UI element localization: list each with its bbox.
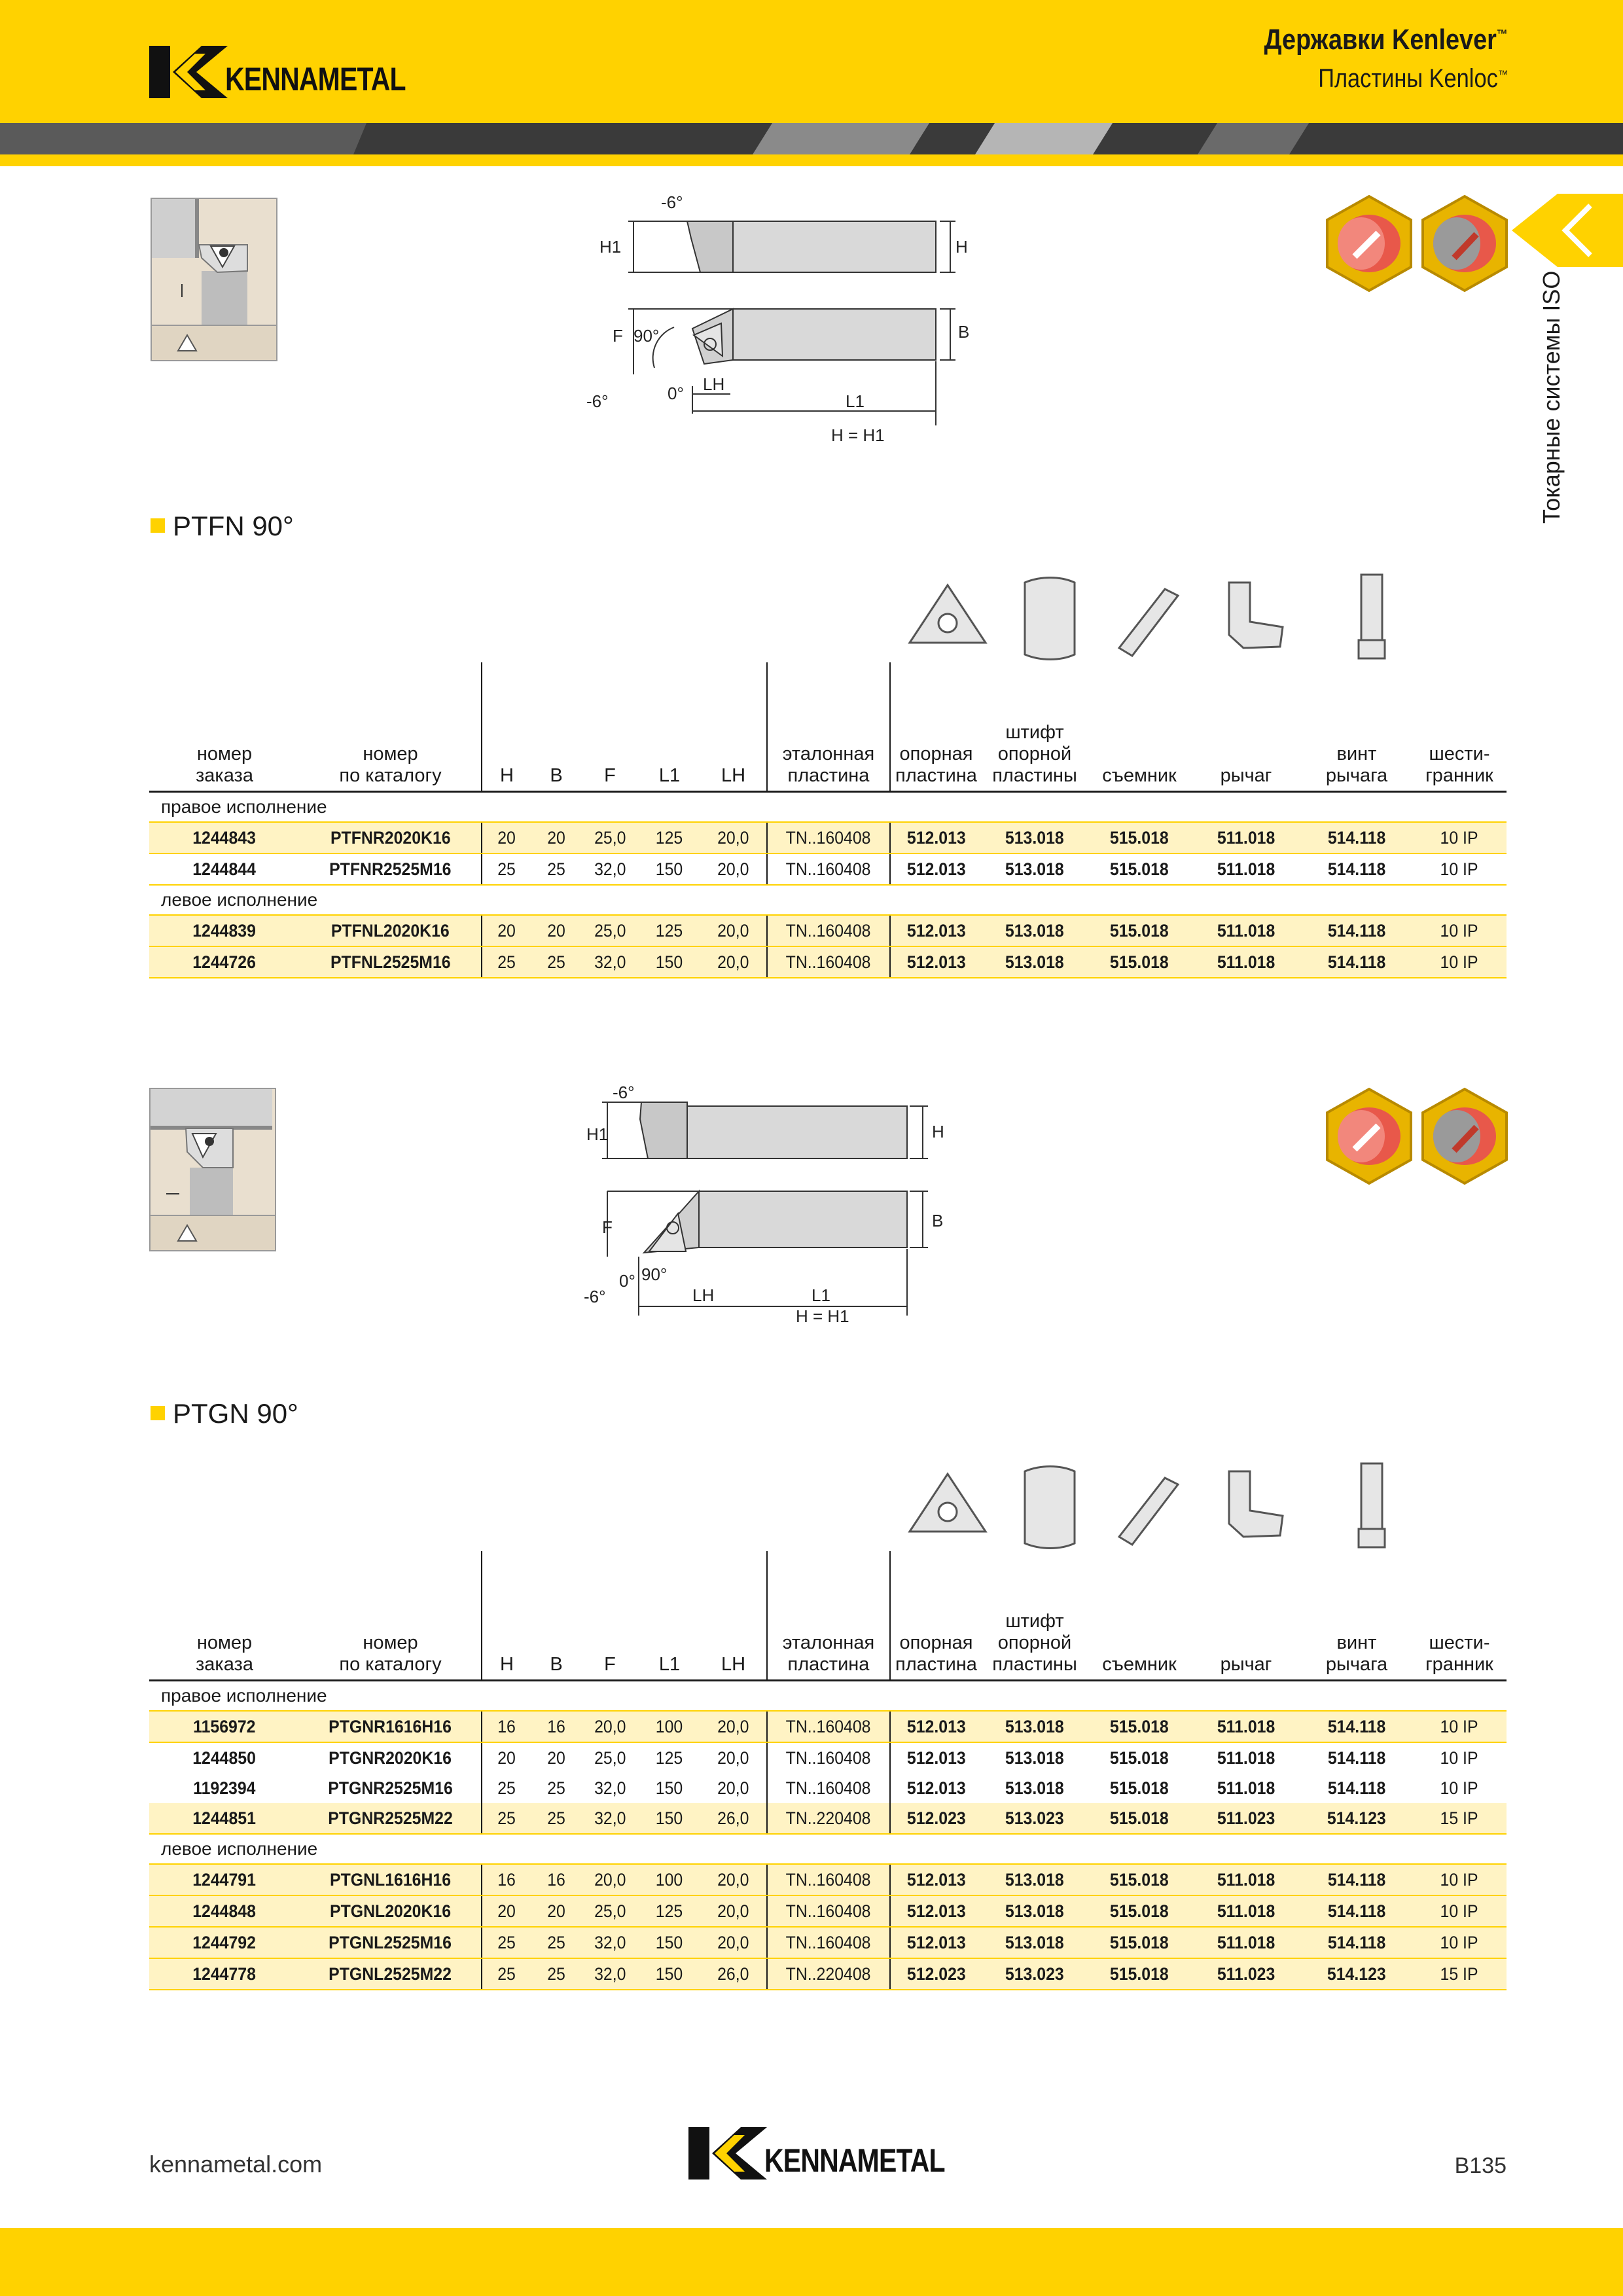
table-cell: 10 IP <box>1440 1778 1478 1798</box>
table-cell: 1244792 <box>149 1927 300 1958</box>
table-cell: 514.118 <box>1301 915 1412 946</box>
table-cell: 20 <box>482 915 531 946</box>
table-cell: 20 <box>547 1748 565 1768</box>
table-cell: 513.018 <box>982 915 1088 946</box>
table-cell: 511.018 <box>1217 1778 1275 1798</box>
svg-text:H1: H1 <box>586 1124 609 1144</box>
table-cell: 16 <box>482 1711 531 1742</box>
table-row <box>149 1864 1507 1895</box>
table-cell: 20 <box>531 822 581 853</box>
section-title-ptgn: PTGN 90° <box>151 1398 298 1429</box>
table-cell: 512.013 <box>906 1748 966 1768</box>
table-cell: 513.018 <box>982 1864 1088 1895</box>
table-cell: 125 <box>656 1748 683 1768</box>
col-l1: L1 <box>639 1551 700 1681</box>
table-cell: 511.018 <box>1217 1748 1275 1768</box>
table-cell: 16 <box>531 1864 581 1895</box>
svg-text:LH: LH <box>692 1285 715 1305</box>
svg-text:H = H1: H = H1 <box>796 1306 849 1326</box>
punch-icon <box>1119 589 1178 656</box>
table-cell: 515.018 <box>1110 1778 1169 1798</box>
table-cell: 513.018 <box>982 853 1088 885</box>
table-cell: 515.018 <box>1088 1927 1191 1958</box>
table-cell: 25 <box>547 1778 565 1798</box>
table-row <box>149 822 1507 853</box>
col-f: F <box>581 1551 639 1681</box>
table-cell: 32,0 <box>581 946 639 978</box>
ptgn-spec-table <box>149 1551 1507 1990</box>
header-bar <box>0 0 1623 123</box>
svg-text:F: F <box>613 326 623 346</box>
ptfn-spec-table <box>149 662 1507 978</box>
group-label: левое исполнение <box>149 885 1507 915</box>
table-cell: 32,0 <box>581 1803 639 1834</box>
table-cell: 511.018 <box>1191 1864 1301 1895</box>
table-cell: 514.118 <box>1301 946 1412 978</box>
cast-iron-material-icon <box>1423 196 1507 291</box>
table-cell: 512.013 <box>890 822 982 853</box>
table-cell: 511.018 <box>1191 1711 1301 1742</box>
table-cell: 32,0 <box>594 1778 626 1798</box>
svg-text:B: B <box>932 1211 944 1230</box>
table-cell: 513.018 <box>1005 1778 1064 1798</box>
table-cell: 512.013 <box>890 1927 982 1958</box>
table-cell: 512.013 <box>890 915 982 946</box>
table-cell: 515.018 <box>1088 1958 1191 1990</box>
lever-screw-icon <box>1361 1463 1382 1529</box>
table-cell: 511.018 <box>1191 946 1301 978</box>
table-cell: 514.118 <box>1301 1895 1412 1927</box>
table-cell: 25 <box>531 1958 581 1990</box>
table-cell: 515.018 <box>1088 915 1191 946</box>
table-cell: PTGNL2525M22 <box>300 1958 482 1990</box>
table-cell: 514.118 <box>1327 1748 1386 1768</box>
col-shim: опорная пластина <box>890 662 982 792</box>
table-cell: 10 IP <box>1412 1711 1507 1742</box>
table-cell: 1244851 <box>149 1803 300 1834</box>
col-shim-pin: штифт опорной пластины <box>982 662 1088 792</box>
table-cell: 20,0 <box>700 1927 767 1958</box>
table-cell: 20,0 <box>581 1711 639 1742</box>
table-cell: 25 <box>497 1778 516 1798</box>
table-cell: 515.018 <box>1110 1748 1169 1768</box>
col-lever-screw: винт рычага <box>1301 1551 1412 1681</box>
col-l1: L1 <box>639 662 700 792</box>
table-cell: PTGNL1616H16 <box>300 1864 482 1895</box>
toolholder-thumbnail <box>151 198 277 361</box>
table-cell: 1244791 <box>149 1864 300 1895</box>
table-cell: 515.018 <box>1088 1864 1191 1895</box>
table-cell: TN..220408 <box>767 1958 890 1990</box>
table-row <box>149 1927 1507 1958</box>
toolholder-thumbnail <box>149 1088 276 1251</box>
table-cell: 515.018 <box>1088 1803 1191 1834</box>
table-cell: TN..160408 <box>767 946 890 978</box>
table-cell: 16 <box>531 1711 581 1742</box>
steel-material-icon <box>1327 196 1411 291</box>
table-cell: 513.018 <box>1005 1748 1064 1768</box>
table-cell: 150 <box>639 1927 700 1958</box>
svg-text:-6°: -6° <box>613 1083 635 1102</box>
lever-icon <box>1229 583 1283 648</box>
table-cell: 1244726 <box>149 946 300 978</box>
table-cell: 513.018 <box>982 822 1088 853</box>
table-cell: PTGNL2525M16 <box>300 1927 482 1958</box>
material-badges <box>1322 1086 1512 1191</box>
table-cell: PTGNR2020K16 <box>300 1742 482 1773</box>
table-cell: 514.118 <box>1301 1864 1412 1895</box>
page-number: B135 <box>1454 2153 1507 2178</box>
col-lever: рычаг <box>1191 1551 1301 1681</box>
table-cell: 511.018 <box>1191 1927 1301 1958</box>
table-cell: 513.023 <box>982 1803 1088 1834</box>
table-cell: 10 IP <box>1412 1895 1507 1927</box>
table-row <box>149 915 1507 946</box>
lever-screw-icon <box>1361 575 1382 640</box>
table-cell: 1156972 <box>149 1711 300 1742</box>
table-cell: 512.013 <box>890 1864 982 1895</box>
table-cell: TN..160408 <box>767 1742 890 1773</box>
table-cell: 25 <box>482 853 531 885</box>
table-cell: 26,0 <box>700 1958 767 1990</box>
table-cell: 32,0 <box>581 1927 639 1958</box>
col-lever-screw: винт рычага <box>1301 662 1412 792</box>
table-cell: 515.018 <box>1088 822 1191 853</box>
table-cell: 20,0 <box>700 915 767 946</box>
table-cell: 150 <box>639 1958 700 1990</box>
table-cell: 25 <box>482 1803 531 1834</box>
col-hex-key: шести- гранник <box>1412 1551 1507 1681</box>
table-cell: 25,0 <box>581 915 639 946</box>
table-cell: 150 <box>639 1803 700 1834</box>
table-cell: 10 IP <box>1412 915 1507 946</box>
table-cell: 25 <box>531 1803 581 1834</box>
col-lever: рычаг <box>1191 662 1301 792</box>
spare-parts-icons <box>903 1458 1414 1556</box>
table-cell: 10 IP <box>1412 853 1507 885</box>
table-cell: 20 <box>531 915 581 946</box>
col-insert: эталонная пластина <box>767 662 890 792</box>
table-cell: 25,0 <box>581 822 639 853</box>
table-cell: 20,0 <box>700 946 767 978</box>
col-shim: опорная пластина <box>890 1551 982 1681</box>
table-cell: 25 <box>482 1958 531 1990</box>
table-cell: 25 <box>482 946 531 978</box>
table-cell: 513.023 <box>982 1958 1088 1990</box>
table-cell: 511.023 <box>1191 1958 1301 1990</box>
steel-material-icon <box>1327 1089 1411 1183</box>
table-cell: 511.018 <box>1191 853 1301 885</box>
table-cell: 25 <box>482 1927 531 1958</box>
table-cell: 125 <box>639 1895 700 1927</box>
table-cell: 25 <box>531 853 581 885</box>
col-insert: эталонная пластина <box>767 1551 890 1681</box>
svg-text:-6°: -6° <box>586 391 609 411</box>
table-cell: 513.018 <box>982 946 1088 978</box>
table-cell: 1192394 <box>193 1778 256 1798</box>
col-lh: LH <box>700 662 767 792</box>
col-order-no: номер заказа <box>149 662 300 792</box>
table-cell: TN..220408 <box>767 1803 890 1834</box>
table-cell: PTFNR2525M16 <box>300 853 482 885</box>
table-cell: 20 <box>531 1895 581 1927</box>
table-cell: 515.018 <box>1088 1711 1191 1742</box>
col-punch: съемник <box>1088 662 1191 792</box>
col-shim-pin: штифт опорной пластины <box>982 1551 1088 1681</box>
table-cell: 515.018 <box>1088 853 1191 885</box>
table-row <box>149 853 1507 885</box>
table-cell: 100 <box>639 1711 700 1742</box>
table-cell: 511.018 <box>1191 915 1301 946</box>
table-cell: 512.023 <box>890 1958 982 1990</box>
side-label: Токарные системы ISO <box>1538 270 1565 524</box>
table-cell: PTFNL2525M16 <box>300 946 482 978</box>
header-stripe <box>0 123 1623 154</box>
table-cell: PTGNR2525M22 <box>300 1803 482 1834</box>
table-cell: 514.118 <box>1301 1927 1412 1958</box>
ptfn-dimension-drawing <box>576 190 1034 452</box>
col-hex-key: шести- гранник <box>1412 662 1507 792</box>
svg-text:0°: 0° <box>619 1271 635 1291</box>
table-cell: 1244778 <box>149 1958 300 1990</box>
table-cell: 1244843 <box>149 822 300 853</box>
svg-text:H: H <box>932 1122 944 1141</box>
table-cell: 512.013 <box>890 1895 982 1927</box>
table-row <box>149 1742 1507 1773</box>
table-cell: PTFNR2020K16 <box>300 822 482 853</box>
table-cell: 1244839 <box>149 915 300 946</box>
table-cell: 20,0 <box>700 1864 767 1895</box>
table-cell: 32,0 <box>581 853 639 885</box>
shim-pin-icon <box>1025 578 1075 660</box>
table-cell: 25 <box>531 1927 581 1958</box>
table-cell: 25 <box>531 946 581 978</box>
table-cell: TN..160408 <box>767 1711 890 1742</box>
col-h: H <box>482 662 531 792</box>
table-cell: 511.018 <box>1191 822 1301 853</box>
table-cell: 514.118 <box>1327 1778 1386 1798</box>
table-cell: 150 <box>639 853 700 885</box>
svg-text:LH: LH <box>703 374 725 394</box>
page-title: Державки Kenlever™ <box>1264 24 1508 56</box>
table-row <box>149 1958 1507 1990</box>
header-underline <box>0 154 1623 166</box>
table-cell: 514.118 <box>1301 853 1412 885</box>
table-cell: 20,0 <box>700 822 767 853</box>
table-cell: 512.013 <box>906 1778 966 1798</box>
table-cell: 1244850 <box>192 1748 257 1768</box>
col-punch: съемник <box>1088 1551 1191 1681</box>
table-cell: TN..160408 <box>767 822 890 853</box>
table-cell: TN..160408 <box>767 1773 890 1803</box>
table-cell: 514.123 <box>1301 1803 1412 1834</box>
table-cell: 25,0 <box>594 1748 626 1768</box>
material-badges <box>1322 194 1512 298</box>
group-label: правое исполнение <box>149 792 1507 823</box>
svg-text:F: F <box>602 1217 613 1237</box>
table-cell: 10 IP <box>1412 946 1507 978</box>
table-cell: 1244848 <box>149 1895 300 1927</box>
table-cell: 32,0 <box>581 1958 639 1990</box>
table-cell: 25,0 <box>581 1895 639 1927</box>
table-cell: 150 <box>656 1778 683 1798</box>
table-cell: 125 <box>639 915 700 946</box>
table-cell: 16 <box>482 1864 531 1895</box>
table-cell: 20,0 <box>700 853 767 885</box>
table-cell: 20,0 <box>581 1864 639 1895</box>
footer-brand-name: KENNAMETAL <box>764 2142 945 2179</box>
section-title-ptfn: PTFN 90° <box>151 511 294 542</box>
table-cell: 512.013 <box>890 853 982 885</box>
table-cell: TN..160408 <box>767 1864 890 1895</box>
col-h: H <box>482 1551 531 1681</box>
footer-url-link[interactable]: kennametal.com <box>149 2151 323 2178</box>
table-cell: PTFNL2020K16 <box>300 915 482 946</box>
table-cell: 1244844 <box>149 853 300 885</box>
table-cell: 513.018 <box>982 1895 1088 1927</box>
table-cell: TN..160408 <box>767 915 890 946</box>
spare-parts-icons <box>903 569 1414 668</box>
table-cell: 20 <box>497 1748 516 1768</box>
table-row <box>149 946 1507 978</box>
lever-icon <box>1229 1471 1283 1537</box>
table-row <box>149 1803 1507 1834</box>
svg-text:-6°: -6° <box>661 192 683 212</box>
table-cell: 514.123 <box>1301 1958 1412 1990</box>
table-cell: 513.018 <box>982 1711 1088 1742</box>
table-cell: 511.023 <box>1191 1803 1301 1834</box>
table-cell: 512.013 <box>890 946 982 978</box>
svg-text:B: B <box>958 322 970 342</box>
svg-text:H = H1: H = H1 <box>831 425 885 445</box>
table-cell: 10 IP <box>1412 1927 1507 1958</box>
svg-text:90°: 90° <box>633 326 660 346</box>
page-subtitle: Пластины Kenloc™ <box>1317 64 1508 93</box>
table-cell: 515.018 <box>1088 946 1191 978</box>
table-cell: 100 <box>639 1864 700 1895</box>
table-cell: 20,0 <box>700 1895 767 1927</box>
table-cell: 150 <box>639 946 700 978</box>
cast-iron-material-icon <box>1423 1089 1507 1183</box>
table-cell: TN..160408 <box>767 1895 890 1927</box>
brand-name: KENNAMETAL <box>225 61 406 98</box>
svg-text:-6°: -6° <box>584 1287 606 1306</box>
col-f: F <box>581 662 639 792</box>
table-cell: PTGNR2525M16 <box>300 1773 482 1803</box>
table-cell: 514.118 <box>1301 1711 1412 1742</box>
table-cell: 15 IP <box>1412 1803 1507 1834</box>
table-cell: 20,0 <box>700 1773 767 1803</box>
group-label: правое исполнение <box>149 1681 1507 1712</box>
table-cell: 20,0 <box>700 1711 767 1742</box>
table-cell: 514.118 <box>1301 822 1412 853</box>
table-cell: 26,0 <box>700 1803 767 1834</box>
table-cell: 125 <box>639 822 700 853</box>
col-b: B <box>531 662 581 792</box>
group-label: левое исполнение <box>149 1834 1507 1864</box>
col-lh: LH <box>700 1551 767 1681</box>
table-cell: 10 IP <box>1440 1748 1478 1768</box>
section-tab-chevron-icon <box>1512 194 1623 267</box>
table-cell: 15 IP <box>1412 1958 1507 1990</box>
svg-text:90°: 90° <box>641 1265 668 1284</box>
ptgn-dimension-drawing <box>576 1080 1034 1329</box>
table-cell: 20 <box>482 822 531 853</box>
table-row <box>149 1895 1507 1927</box>
table-row <box>149 1711 1507 1742</box>
svg-text:L1: L1 <box>812 1285 830 1305</box>
table-cell: 513.018 <box>982 1927 1088 1958</box>
table-row <box>149 1773 1507 1803</box>
footer-bar <box>0 2228 1623 2296</box>
table-cell: 10 IP <box>1412 822 1507 853</box>
table-cell: TN..160408 <box>767 1927 890 1958</box>
svg-text:H: H <box>955 237 968 257</box>
col-b: B <box>531 1551 581 1681</box>
table-cell: 512.023 <box>890 1803 982 1834</box>
table-cell: PTGNR1616H16 <box>300 1711 482 1742</box>
punch-icon <box>1119 1478 1178 1545</box>
shim-pin-icon <box>1025 1467 1075 1549</box>
table-cell: PTGNL2020K16 <box>300 1895 482 1927</box>
svg-text:0°: 0° <box>668 384 684 403</box>
table-cell: 511.018 <box>1191 1895 1301 1927</box>
table-cell: 10 IP <box>1412 1864 1507 1895</box>
col-catalog-no: номер по каталогу <box>300 662 482 792</box>
svg-text:H1: H1 <box>599 237 622 257</box>
col-order-no: номер заказа <box>149 1551 300 1681</box>
footer-kennametal-logo <box>688 2127 963 2179</box>
col-catalog-no: номер по каталогу <box>300 1551 482 1681</box>
kennametal-logo <box>149 46 424 98</box>
table-cell: 20 <box>482 1895 531 1927</box>
svg-text:L1: L1 <box>846 391 865 411</box>
table-cell: TN..160408 <box>767 853 890 885</box>
table-cell: 512.013 <box>890 1711 982 1742</box>
table-cell: 20,0 <box>700 1742 767 1773</box>
table-cell: 515.018 <box>1088 1895 1191 1927</box>
